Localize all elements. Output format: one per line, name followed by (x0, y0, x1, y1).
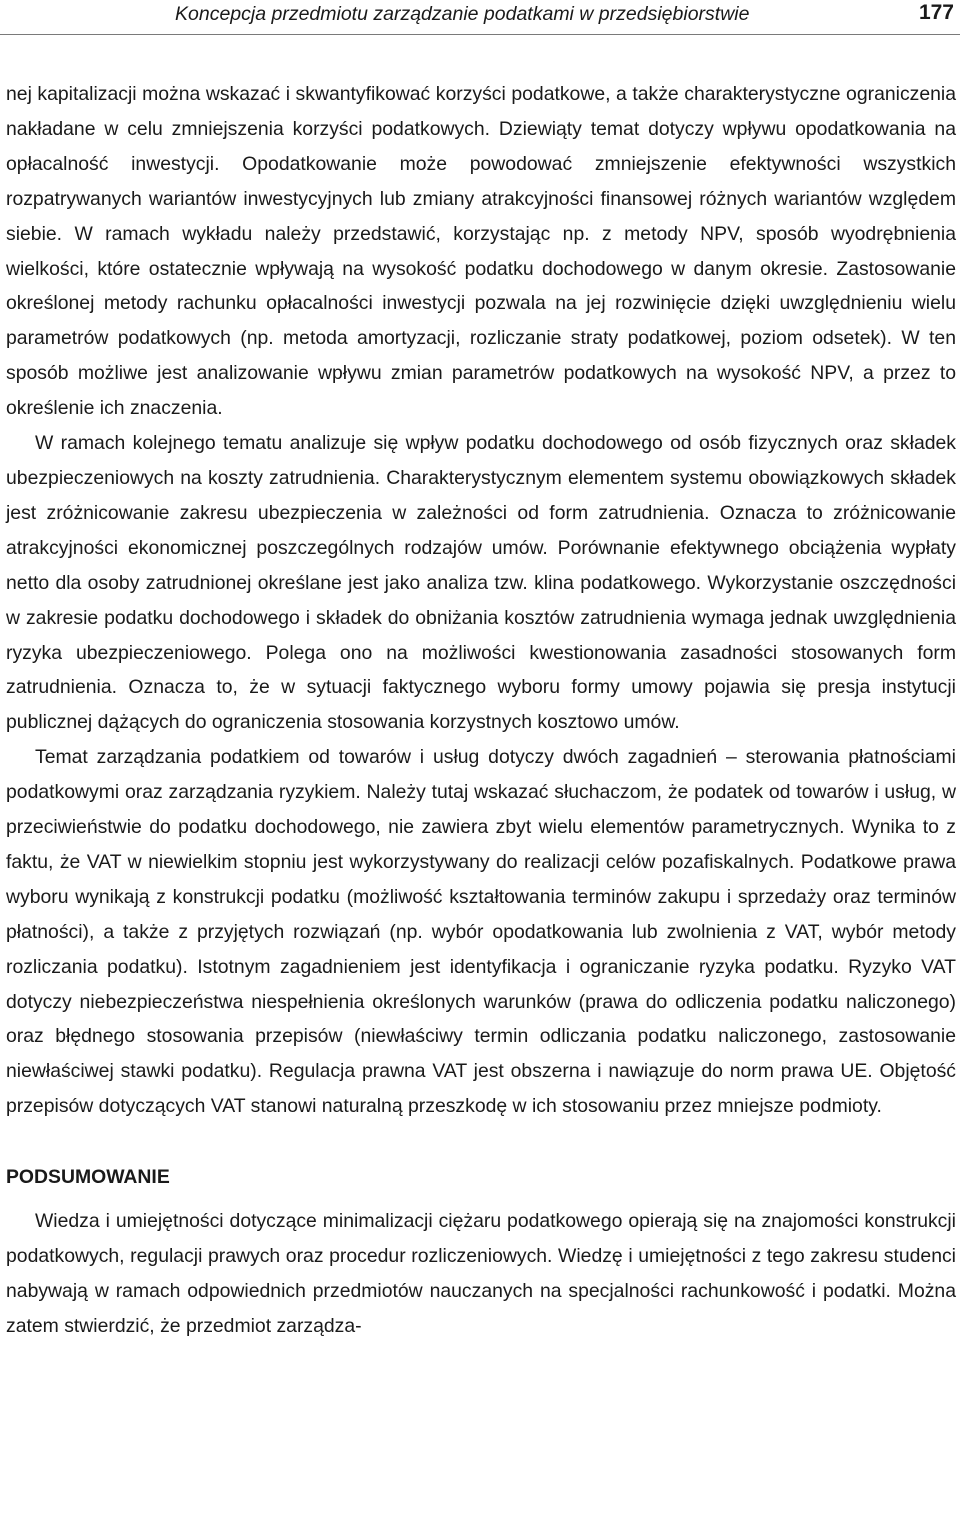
page-body (6, 77, 956, 1344)
body-paragraph-1: nej kapitalizacji można wskazać i skwantyfikować korzyści podatkowe, a także charakterystyczne ograniczenia nakładane w celu zmniejszenia korzyści podatkowych. Dziewiąty temat dotyczy wpływu opodatkowania na opłacalność inwestycji. Opodatkowanie może powodować zmniejszenie efektywności wszystkich rozpatrywanych wariantów inwestycyjnych lub zmiany atrakcyjności finansowej różnych wariantów względem siebie. W ramach wykładu należy przedstawić, korzystając np. z metody NPV, sposób wyodrębnienia wielkości, które ostatecznie wpływają na wysokość podatku dochodowego w danym okresie. Zastosowanie określonej metody rachunku opłacalności inwestycji pozwala na jej rozwinięcie dzięki uwzględnieniu wielu parametrów podatkowych (np. metoda amortyzacji, rozliczanie straty podatkowej, poziom odsetek). W ten sposób możliwe jest analizowanie wpływu zmian parametrów podatkowych na wysokość NPV, a przez to określenie ich znaczenia. (6, 83, 956, 420)
body-paragraph-2: W ramach kolejnego tematu analizuje się wpływ podatku dochodowego od osób fizycznych oraz składek ubezpieczeniowych na koszty zatrudnienia. Charakterystycznym elementem systemu obowiązkowych składek jest zróżnicowanie zakresu ubezpieczenia w zależności od form zatrudnienia. Oznacza to zróżnicowanie atrakcyjności ekonomicznej poszczególnych rodzajów umów. Porównanie efektywnego obciążenia wypłaty netto dla osoby zatrudnionej określane jest jako analiza tzw. klina podatkowego. Wykorzystanie oszczędności w zakresie podatku dochodowego i składek do obniżania kosztów zatrudnienia wymaga jednak uwzględnienia ryzyka ubezpieczeniowego. Polega ono na możliwości kwestionowania zasadności stosowanych form zatrudnienia. Oznacza to, że w sytuacji faktycznego wyboru formy umowy pojawia się presja instytucji publicznej dążących do ograniczenia stosowania korzystnych kosztowo umów. (6, 432, 956, 734)
header-divider (0, 34, 960, 35)
page-number: 177 (918, 1, 954, 24)
running-header (0, 0, 960, 40)
running-header-title: Koncepcja przedmiotu zarządzanie podatkami w przedsiębiorstwie (175, 3, 750, 25)
body-paragraph-3: Temat zarządzania podatkiem od towarów i usług dotyczy dwóch zagadnień – sterowania płatnościami podatkowymi oraz zarządzania ryzykiem. Należy tutaj wskazać słuchaczom, że podatek od towarów i usług, w przeciwieństwie do podatku dochodowego, nie zawiera zbyt wielu elementów parametrycznych. Wynika to z faktu, że VAT w niewielkim stopniu jest wykorzystywany do realizacji celów pozafiskalnych. Podatkowe prawa wyboru wynikają z konstrukcji podatku (możliwość kształtowania terminów zakupu i sprzedaży oraz terminów płatności), a także z przyjętych rozwiązań (np. wybór opodatkowania lub zwolnienia z VAT, wybór metody rozliczania podatku). Istotnym zagadnieniem jest identyfikacja i ograniczanie ryzyka podatku. Ryzyko VAT dotyczy niebezpieczeństwa niespełnienia określonych warunków (prawa do odliczenia podatku naliczonego) oraz błędnego stosowania przepisów (niewłaściwy termin odliczania podatku naliczonego, zastosowanie niewłaściwej stawki podatku). Regulacja prawna VAT jest obszerna i nawiązuje do norm prawa UE. Objętość przepisów dotyczących VAT stanowi naturalną przeszkodę w ich stosowaniu przez mniejsze podmioty. (6, 746, 956, 1118)
summary-paragraph: Wiedza i umiejętności dotyczące minimalizacji ciężaru podatkowego opierają się na znajomości konstrukcji podatkowych, regulacji prawych oraz procedur rozliczeniowych. Wiedzę i umiejętności z tego zakresu studenci nabywają w ramach odpowiednich przedmiotów nauczanych na specjalności rachunkowość i podatki. Można zatem stwierdzić, że przedmiot zarządza- (6, 1210, 956, 1337)
section-heading: PODSUMOWANIE (6, 1166, 170, 1189)
